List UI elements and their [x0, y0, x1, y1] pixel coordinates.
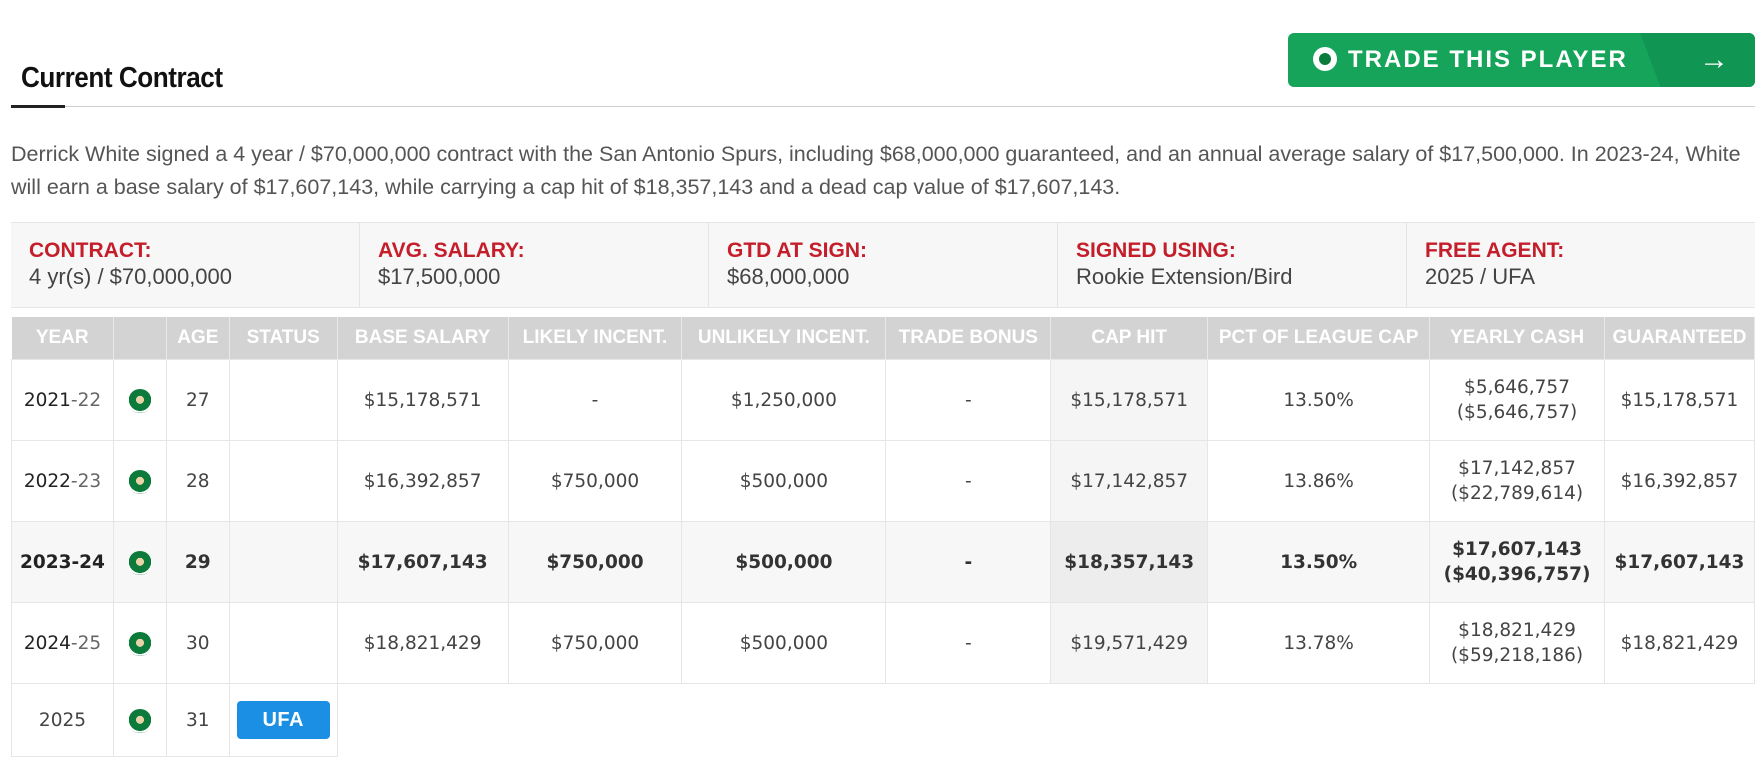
- year-cell: 2025: [12, 684, 114, 757]
- year-start: 2024: [23, 632, 71, 654]
- cap-hit-cell: $19,571,429: [1051, 603, 1208, 684]
- status-cell: [229, 441, 337, 522]
- base-salary-cell: $17,607,143: [337, 522, 508, 603]
- summary-value: 2025 / UFA: [1425, 264, 1536, 289]
- unlikely-incentives-cell: $500,000: [682, 441, 886, 522]
- status-cell: [229, 360, 337, 441]
- celtics-logo-icon: [128, 709, 152, 733]
- unlikely-incentives-cell: $500,000: [682, 522, 886, 603]
- celtics-logo-icon: [128, 389, 152, 413]
- team-cell: [113, 684, 166, 757]
- table-header-row: [12, 317, 1755, 360]
- column-header-base-salary[interactable]: BASE SALARY: [337, 317, 508, 360]
- status-cell: [229, 522, 337, 603]
- trade-button-label: TRADE THIS PLAYER: [1348, 46, 1628, 73]
- table-row-free-agency: [12, 684, 1755, 757]
- status-cell: [229, 684, 337, 757]
- contract-table: [11, 317, 1755, 757]
- likely-incentives-cell: $750,000: [508, 441, 682, 522]
- column-header-cap-hit[interactable]: CAP HIT: [1051, 317, 1208, 360]
- summary-contract: [11, 223, 360, 307]
- year-cell: [12, 522, 114, 603]
- cumulative-cash-value: ($22,789,614): [1450, 483, 1584, 504]
- button-arrow-panel: [1640, 33, 1755, 87]
- team-cell: [113, 522, 166, 603]
- title-accent-bar: [11, 105, 65, 108]
- year-start: 2022: [23, 470, 71, 492]
- yearly-cash-cell: [1430, 360, 1605, 441]
- yearly-cash-value: $5,646,757: [1464, 377, 1570, 398]
- cap-hit-cell: $15,178,571: [1051, 360, 1208, 441]
- summary-label: FREE AGENT:: [1425, 239, 1565, 262]
- summary-value: Rookie Extension/Bird: [1076, 264, 1293, 289]
- summary-label: CONTRACT:: [29, 239, 152, 262]
- summary-value: $68,000,000: [727, 264, 850, 289]
- title-divider: [11, 106, 1755, 107]
- cumulative-cash-value: ($40,396,757): [1443, 564, 1591, 585]
- guaranteed-cell: $16,392,857: [1604, 441, 1754, 522]
- table-row: [12, 441, 1755, 522]
- column-header-guaranteed[interactable]: GUARANTEED: [1604, 317, 1754, 360]
- section-header: [11, 0, 1755, 108]
- yearly-cash-cell: [1430, 522, 1605, 603]
- celtics-logo-icon: [128, 632, 152, 656]
- summary-value: $17,500,000: [378, 264, 501, 289]
- guaranteed-cell: $17,607,143: [1604, 522, 1754, 603]
- unlikely-incentives-cell: $500,000: [682, 603, 886, 684]
- table-row-current-season: [12, 522, 1755, 603]
- column-header-year[interactable]: YEAR: [12, 317, 114, 360]
- yearly-cash-value: $18,821,429: [1458, 620, 1576, 641]
- likely-incentives-cell: -: [508, 360, 682, 441]
- team-cell: [113, 603, 166, 684]
- team-logo-icon: [1313, 47, 1337, 71]
- base-salary-cell: $16,392,857: [337, 441, 508, 522]
- column-header-unlikely-incentives[interactable]: UNLIKELY INCENT.: [682, 317, 886, 360]
- year-cell: [12, 603, 114, 684]
- age-cell: 30: [166, 603, 229, 684]
- table-row: [12, 603, 1755, 684]
- trade-bonus-cell: -: [886, 522, 1051, 603]
- guaranteed-cell: $15,178,571: [1604, 360, 1754, 441]
- cap-hit-cell: $17,142,857: [1051, 441, 1208, 522]
- yearly-cash-cell: [1430, 603, 1605, 684]
- team-cell: [113, 360, 166, 441]
- summary-free-agent: [1407, 223, 1755, 307]
- yearly-cash-cell: [1430, 441, 1605, 522]
- celtics-logo-icon: [128, 551, 152, 575]
- column-header-pct-league-cap[interactable]: PCT OF LEAGUE CAP: [1208, 317, 1430, 360]
- column-header-age[interactable]: AGE: [166, 317, 229, 360]
- trade-this-player-button[interactable]: [1288, 33, 1755, 87]
- year-suffix: -22: [70, 389, 102, 411]
- year-cell: [12, 441, 114, 522]
- base-salary-cell: $18,821,429: [337, 603, 508, 684]
- contract-section: [11, 0, 1755, 731]
- age-cell: 31: [166, 684, 229, 757]
- year-start: 2023: [20, 551, 72, 573]
- trade-bonus-cell: -: [886, 441, 1051, 522]
- yearly-cash-value: $17,142,857: [1458, 458, 1576, 479]
- column-header-team: [113, 317, 166, 360]
- year-cell: [12, 360, 114, 441]
- column-header-likely-incentives[interactable]: LIKELY INCENT.: [508, 317, 682, 360]
- summary-signed-using: [1058, 223, 1407, 307]
- age-cell: 28: [166, 441, 229, 522]
- pct-league-cap-cell: 13.50%: [1208, 360, 1430, 441]
- team-cell: [113, 441, 166, 522]
- column-header-status[interactable]: STATUS: [229, 317, 337, 360]
- age-cell: 29: [166, 522, 229, 603]
- empty-cell: [337, 684, 1754, 757]
- summary-gtd-at-sign: [709, 223, 1058, 307]
- column-header-trade-bonus[interactable]: TRADE BONUS: [886, 317, 1051, 360]
- likely-incentives-cell: $750,000: [508, 522, 682, 603]
- unlikely-incentives-cell: $1,250,000: [682, 360, 886, 441]
- pct-league-cap-cell: 13.78%: [1208, 603, 1430, 684]
- ufa-status-badge[interactable]: UFA: [237, 701, 330, 739]
- summary-label: SIGNED USING:: [1076, 239, 1236, 262]
- status-cell: [229, 603, 337, 684]
- trade-bonus-cell: -: [886, 360, 1051, 441]
- summary-label: GTD AT SIGN:: [727, 239, 867, 262]
- year-suffix: -25: [70, 632, 102, 654]
- likely-incentives-cell: $750,000: [508, 603, 682, 684]
- cumulative-cash-value: ($59,218,186): [1450, 645, 1584, 666]
- yearly-cash-value: $17,607,143: [1452, 539, 1582, 560]
- pct-league-cap-cell: 13.86%: [1208, 441, 1430, 522]
- cumulative-cash-value: ($5,646,757): [1456, 402, 1578, 423]
- year-suffix: -24: [71, 551, 105, 573]
- contract-summary: [11, 222, 1755, 308]
- section-title: Current Contract: [21, 62, 223, 94]
- celtics-logo-icon: [128, 470, 152, 494]
- contract-description: Derrick White signed a 4 year / $70,000,000 contract with the San Antonio Spurs, including $68,000,000 guaranteed, and an annual average salary of $17,500,000. In 2023-24, White will earn a base salary of $17,607,143, while carrying a cap hit of $18,357,143 and a dead cap value of $17,607,143.: [11, 142, 1741, 199]
- year-start: 2021: [23, 389, 71, 411]
- age-cell: 27: [166, 360, 229, 441]
- base-salary-cell: $15,178,571: [337, 360, 508, 441]
- summary-value: 4 yr(s) / $70,000,000: [29, 264, 233, 289]
- arrow-right-icon: →: [1699, 43, 1729, 76]
- pct-league-cap-cell: 13.50%: [1208, 522, 1430, 603]
- summary-avg-salary: [360, 223, 709, 307]
- table-row: [12, 360, 1755, 441]
- cap-hit-cell: $18,357,143: [1051, 522, 1208, 603]
- summary-label: AVG. SALARY:: [378, 239, 525, 262]
- guaranteed-cell: $18,821,429: [1604, 603, 1754, 684]
- trade-bonus-cell: -: [886, 603, 1051, 684]
- column-header-yearly-cash[interactable]: YEARLY CASH: [1430, 317, 1605, 360]
- year-suffix: -23: [70, 470, 102, 492]
